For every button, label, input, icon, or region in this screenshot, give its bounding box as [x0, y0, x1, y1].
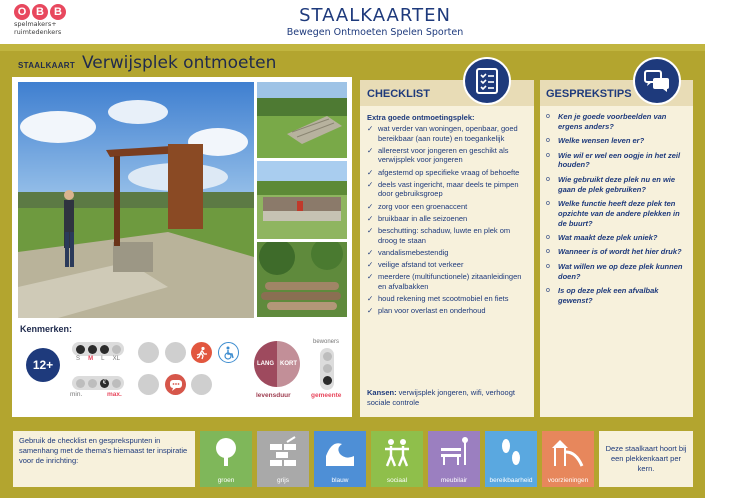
size-dot	[88, 345, 97, 354]
tip-text: Wie wil er wel een oogje in het zeil houden?	[558, 150, 681, 170]
section-title: Verwijsplek ontmoeten	[82, 53, 277, 73]
theme-label: grijs	[277, 477, 289, 484]
logo-line-1: spelmakers+	[14, 20, 57, 28]
scale-top-label: bewoners	[313, 339, 340, 345]
checklist-item	[367, 226, 529, 245]
checklist-item-text: bruikbaar in alle seizoenen	[378, 213, 468, 223]
check-icon: ✓	[367, 293, 374, 303]
age-badge: 12+	[26, 348, 60, 382]
theme-label: blauw	[331, 477, 349, 484]
tips-title: GESPREKSTIPS	[546, 88, 632, 100]
kansen-text	[367, 388, 529, 407]
main-top-strip	[0, 44, 705, 51]
theme-tile-sociaal[interactable]	[371, 431, 423, 487]
bench-icon	[438, 436, 470, 468]
tip-item	[546, 199, 689, 228]
check-icon: ✓	[367, 306, 374, 316]
placeholder-icon	[138, 342, 159, 363]
main-photo	[18, 82, 254, 318]
speech-bubble-icon	[165, 374, 186, 395]
tip-text: Wanneer is of wordt het hier druk?	[558, 247, 682, 257]
small-photo-amphitheater	[257, 82, 347, 158]
check-icon: ✓	[367, 145, 374, 155]
checklist-item-text: plan voor overlast en onderhoud	[378, 306, 486, 316]
checklist-item-text: meerdere (multifunctionele) zitaanleidingen en afvalbakken	[378, 272, 522, 291]
size-label-xl: XL	[112, 356, 120, 362]
tip-item	[546, 262, 689, 282]
tip-item	[546, 136, 689, 146]
theme-tile-voorzieningen[interactable]	[542, 431, 594, 487]
check-icon: ✓	[367, 272, 374, 282]
logo-letter: B	[50, 4, 66, 20]
page-subtitle: Bewegen Ontmoeten Spelen Sporten	[286, 27, 464, 38]
tip-item	[546, 247, 689, 257]
brick-wall-icon	[267, 436, 299, 468]
scale-dot	[323, 364, 332, 373]
tip-item	[546, 151, 689, 171]
circle-bullet-icon: o	[546, 233, 550, 241]
theme-tile-grijs[interactable]	[257, 431, 309, 487]
checklist-item	[367, 202, 529, 212]
checklist-item-text: beschutting: schaduw, luwte en plek om droog te staan	[378, 225, 511, 245]
theme-tile-blauw[interactable]	[314, 431, 366, 487]
logo-letter: B	[32, 4, 48, 20]
logo-letter: O	[14, 4, 30, 20]
checklist-item-text: afgestemd op specifieke vraag of behoefte	[378, 167, 520, 177]
small-photo-seating	[257, 161, 347, 239]
checklist-title: CHECKLIST	[367, 88, 430, 100]
people-icon	[381, 436, 413, 468]
theme-label: bereikbaarheid	[489, 477, 533, 484]
tree-icon	[210, 436, 242, 468]
checklist-item-text: veilige afstand tot verkeer	[378, 259, 464, 269]
circle-bullet-icon: o	[546, 199, 550, 207]
tip-text: Wat willen we op deze plek kunnen doen?	[558, 261, 683, 281]
theme-label: sociaal	[386, 477, 408, 484]
lifespan-long: LANG	[254, 341, 277, 387]
checklist-item	[367, 124, 529, 143]
circle-bullet-icon: o	[546, 262, 550, 270]
cost-min-label: min.	[70, 391, 83, 398]
kenmerken-label: Kenmerken:	[20, 324, 73, 334]
check-icon: ✓	[367, 259, 374, 269]
cost-dot	[76, 379, 85, 388]
theme-tile-bereikbaarheid[interactable]	[485, 431, 537, 487]
lifespan-indicator	[254, 341, 300, 387]
initiative-scale	[320, 348, 334, 390]
bottom-outro-text: Deze staalkaart hoort bij een plekkenkaart per kern.	[605, 444, 687, 473]
checklist-item	[367, 294, 529, 304]
tip-text: Ken je goede voorbeelden van ergens anders?	[558, 112, 667, 131]
circle-bullet-icon: o	[546, 113, 550, 120]
right-margin	[705, 0, 750, 498]
checklist-item-text: allereerst voor jongeren en geschikt als verwijsplek voor jongeren	[378, 145, 509, 165]
cost-dot	[112, 379, 121, 388]
size-dot	[100, 345, 109, 354]
checklist-items	[367, 124, 529, 318]
cost-dot-selected: €	[100, 379, 109, 388]
placeholder-icon	[191, 374, 212, 395]
theme-tile-meubilair[interactable]	[428, 431, 480, 487]
size-label-m: M	[88, 356, 94, 362]
cost-max-label: max.	[107, 391, 122, 398]
size-label-s: S	[76, 356, 81, 362]
checklist-item-text: wat verder van woningen, openbaar, goed bereikbaar (aan route) en toegankelijk	[378, 124, 518, 143]
checklist-item	[367, 260, 529, 270]
check-icon: ✓	[367, 213, 374, 223]
tip-text: Is op deze plek een afvalbak gewenst?	[558, 285, 659, 305]
tip-text: Welke wensen leven er?	[558, 136, 645, 146]
checklist-item-text: vandalismebestendig	[378, 247, 449, 257]
checklist-subtitle: Extra goede ontmoetingsplek:	[367, 113, 475, 122]
check-icon: ✓	[367, 201, 374, 211]
checklist-item	[367, 168, 529, 178]
checklist-item	[367, 146, 529, 165]
scale-dot-selected	[323, 376, 332, 385]
bottom-outro	[599, 431, 693, 487]
scale-dot	[323, 352, 332, 361]
tip-item	[546, 286, 689, 306]
tip-text: Wat maakt deze plek uniek?	[558, 232, 658, 242]
check-icon: ✓	[367, 225, 374, 235]
size-label-l: L	[101, 356, 105, 362]
tip-item	[546, 112, 689, 132]
check-icon: ✓	[367, 247, 374, 257]
size-scale	[72, 342, 124, 356]
placeholder-icon	[138, 374, 159, 395]
tip-item	[546, 233, 689, 243]
tip-item	[546, 175, 689, 195]
circle-bullet-icon: o	[546, 137, 550, 145]
circle-bullet-icon: o	[546, 151, 550, 159]
theme-label: groen	[217, 477, 235, 484]
kansen-label: Kansen:	[367, 388, 397, 397]
check-icon: ✓	[367, 179, 374, 189]
cost-scale	[72, 376, 124, 390]
scale-bottom-label: gemeente	[311, 392, 342, 399]
small-photo-logs	[257, 242, 347, 317]
check-icon: ✓	[367, 167, 374, 177]
checklist-item	[367, 272, 529, 291]
checklist-item	[367, 214, 529, 224]
footsteps-icon	[495, 436, 527, 468]
wheelchair-icon	[218, 342, 239, 363]
theme-label: meubilair	[440, 477, 468, 484]
size-dot	[112, 345, 121, 354]
kansen-body: verwijsplek jongeren, wifi, verhoogt sociale controle	[367, 388, 515, 407]
header	[0, 0, 750, 44]
circle-bullet-icon: o	[546, 248, 550, 256]
checklist-item-text: zorg voor een groenaccent	[378, 201, 468, 211]
cost-dot	[88, 379, 97, 388]
checklist-item	[367, 306, 529, 316]
running-person-icon	[191, 342, 212, 363]
check-icon: ✓	[367, 124, 374, 133]
lifespan-short: KORT	[277, 341, 300, 387]
circle-bullet-icon: o	[546, 286, 550, 294]
checklist-item-text: deels vast ingericht, maar deels te pimpen door gebruiksgroep	[378, 179, 519, 199]
clipboard-checklist-icon	[463, 57, 511, 105]
tips-items	[546, 112, 689, 310]
tip-text: Wie gebruikt deze plek nu en wie gaan de plek gebruiken?	[558, 174, 676, 194]
speech-bubbles-icon	[633, 57, 681, 105]
section-label: STAALKAART	[18, 61, 76, 70]
lifespan-label: levensduur	[256, 392, 291, 399]
theme-label: voorzieningen	[547, 477, 589, 484]
wave-icon	[324, 436, 356, 468]
playground-icon	[552, 436, 584, 468]
logo-line-2: ruimtedenkers	[14, 28, 62, 36]
checklist-item	[367, 180, 529, 199]
bottom-intro: Gebruik de checklist en gesprekspunten in samenhang met de thema's hiernaast ter inspiratie voor de inrichting:	[13, 431, 195, 487]
checklist-item	[367, 248, 529, 258]
theme-tile-groen[interactable]	[200, 431, 252, 487]
checklist-item-text: houd rekening met scootmobiel en fiets	[378, 293, 509, 303]
circle-bullet-icon: o	[546, 175, 550, 183]
placeholder-icon	[165, 342, 186, 363]
size-labels	[72, 356, 124, 362]
tip-text: Welke functie heeft deze plek ten opzichte van de andere plekken in de buurt?	[558, 198, 680, 228]
size-dot	[76, 345, 85, 354]
page-title: STAALKAARTEN	[299, 5, 451, 26]
